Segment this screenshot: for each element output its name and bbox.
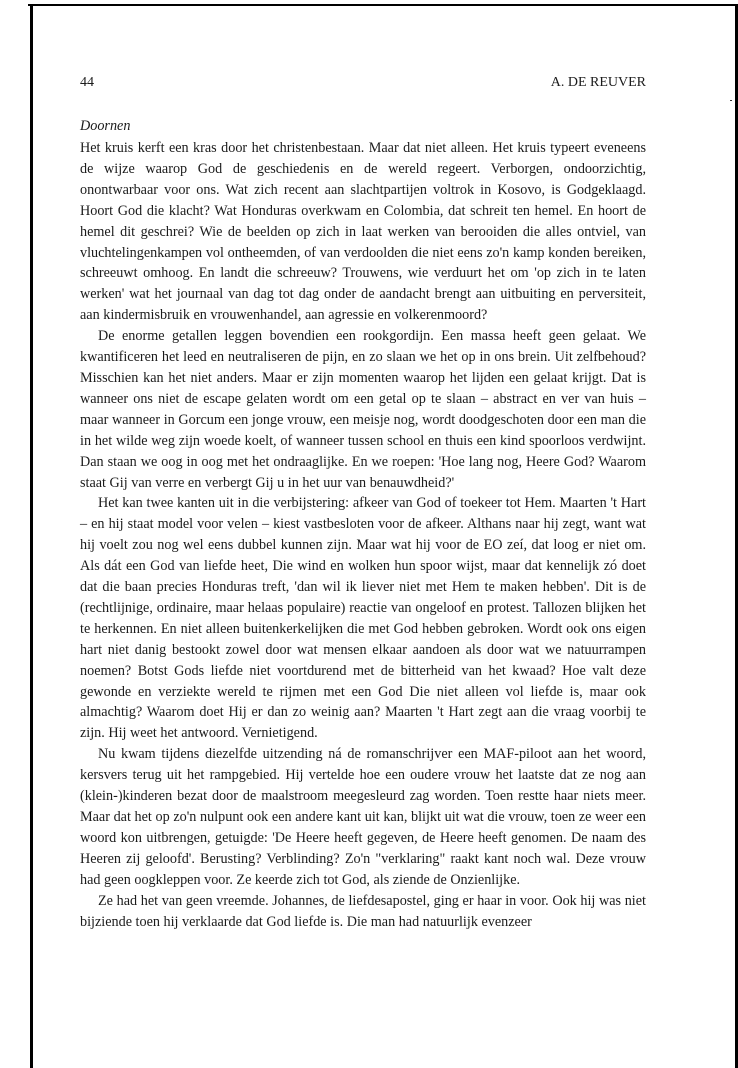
paragraph-1: Het kruis kerft een kras door het christenbestaan. Maar dat niet alleen. Het kruis typeert eveneens de wijze waarop God de geschiedenis en de wereld regeert. Verborgen, ondoorzichtig, onontwarbaar voor ons. Wat zich recent aan slachtpartijen voltrok in Kosovo, is Godgeklaagd. Hoort God die klacht? Wat Honduras overkwam en Colombia, dat schreit ten hemel. En hoort de hemel dit geschrei? Wie de beelden op zich in laat werken van berooiden die alles ontviel, van vluchtelingenkampen vol ontheemden, of van verdoolden die niet eens zo'n kamp konden bereiken, schreeuwt omhoog. En landt die schreeuw? Trouwens, wie verduurt het om 'op zich in te laten werken' wat het journaal van dag tot dag onder de aandacht brengt aan uitbuiting en perversiteit, aan kindermisbruik en vrouwenhandel, aan agressie en volkerenmoord? xyxy=(80,140,646,324)
paragraph-5: Ze had het van geen vreemde. Johannes, de liefdesapostel, ging er haar in voor. Ook hij was niet bijziende toen hij verklaarde dat God liefde is. Die man had natuurlijk evenzeer xyxy=(80,892,646,930)
scan-border-top xyxy=(28,4,738,6)
scan-artifact xyxy=(730,100,732,101)
section-title: Doornen xyxy=(80,118,131,134)
paragraph-2: De enorme getallen leggen bovendien een rookgordijn. Een massa heeft geen gelaat. We kwantificeren het leed en neutraliseren de pijn, en zo slaan we het op in ons brein. Uit zelfbehoud? Misschien kan het niet anders. Maar er zijn momenten waarop het lijden een gelaat krijgt. Dat is wanneer ons niet de escape gelaten wordt om een getal op te slaan – abstract en ver van huis – maar wanneer in Gorcum een jonge vrouw, een meisje nog, wordt doodgeschoten door een man die in het wilde weg zijn woede koelt, of wanneer tussen school en thuis een kind spoorloos verdwijnt. Dan staan we oog in oog met het ondraaglijke. En we roepen: 'Hoe lang nog, Heere God? Waarom staat Gij van verre en verbergt Gij u in het uur van benauwdheid?' xyxy=(80,328,646,491)
paragraph-3: Het kan twee kanten uit in die verbijstering: afkeer van God of toekeer tot Hem. Maarten 't Hart – en hij staat model voor velen – kiest vastbesloten voor de afkeer. Althans naar hij zegt, want wat hij voelt zou nog wel eens dubbel kunnen zijn. Maar wat hij voor de EO zeí, dat loog er niet om. Als dát een God van liefde heet, Die wind en wolken hun spoor wijst, maar dat kennelijk zó doet dat die baan precies Honduras treft, 'dan wil ik liever niet met Hem te maken hebben'. Dit is de (rechtlijnige, ordinaire, maar helaas populaire) reactie van ongeloof en protest. Tallozen blijken het te herkennen. En niet alleen buitenkerkelijken die met God hebben gebroken. Wordt ook ons eigen hart niet danig bestookt zowel door wat mensen elkaar aandoen als door wat we natuurrampen noemen? Botst Gods liefde niet voortdurend met de bitterheid van het kwaad? Hoe valt deze gewonde en verziekte wereld te rijmen met een God Die niet alleen vol liefde is, maar ook almachtig? Waarom doet Hij er dan zo weinig aan? Maarten 't Hart zegt aan die vraag voorbij te zijn. Hij weet het antwoord. Vernietigend. xyxy=(80,495,646,742)
scan-border-left xyxy=(30,4,33,1068)
running-header xyxy=(80,75,646,91)
body-text xyxy=(80,138,646,932)
page-number: 44 xyxy=(80,75,94,90)
paragraph-4: Nu kwam tijdens diezelfde uitzending ná de romanschrijver een MAF-piloot aan het woord, kersvers terug uit het rampgebied. Hij vertelde hoe een oudere vrouw het laatste dat ze nog aan (klein-)kinderen bezat door de maalstroom meegesleurd zag worden. Toen restte haar niets meer. Maar dat het op zo'n nulpunt ook een andere kant uit kan, blijkt uit wat die vrouw, toen ze weer een woord kon uitbrengen, getuigde: 'De Heere heeft gegeven, de Heere heeft genomen. De naam des Heeren zij geloofd'. Berusting? Verblinding? Zo'n "verklaring" raakt kant noch wal. Deze vrouw had geen oogkleppen voor. Ze keerde zich tot God, als ziende de Onzienlijke. xyxy=(80,746,646,888)
running-author: A. DE REUVER xyxy=(550,75,646,90)
